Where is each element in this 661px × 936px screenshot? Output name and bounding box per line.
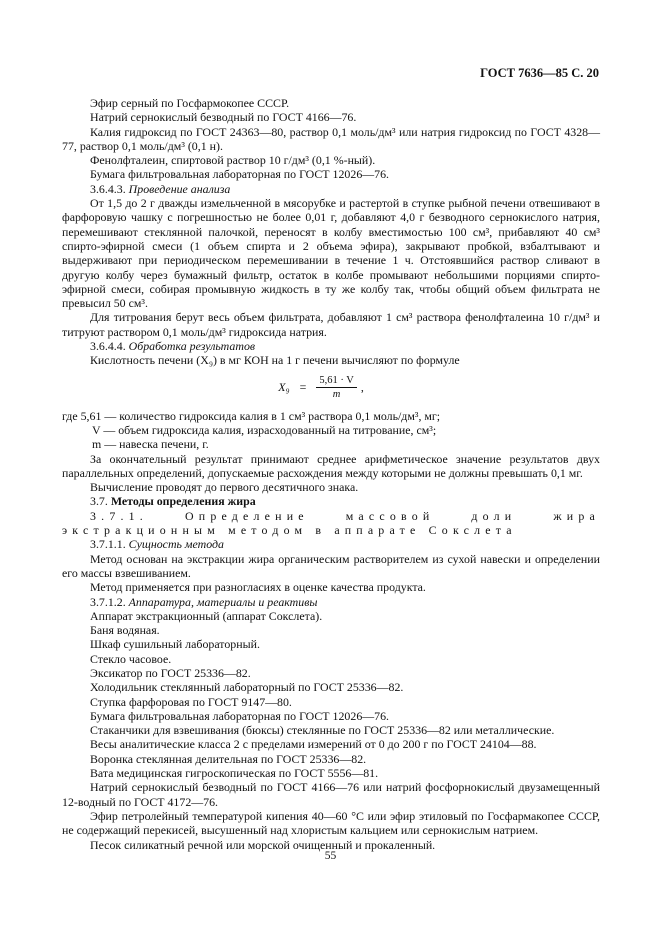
paragraph: Метод основан на экстракции жира органическим растворителем из сухой навески и определении его массы взвешиванием. <box>62 551 600 580</box>
paragraph: Калия гидроксид по ГОСТ 24363—80, раствор 0,1 моль/дм³ или натрия гидроксид по ГОСТ 4328—77, раствор 0,1 моль/дм³ (0,1 н). <box>62 124 600 153</box>
where-line: V — объем гидроксида калия, израсходованный на титрование, см³; <box>92 422 437 437</box>
paragraph: За окончательный результат принимают среднее арифметическое значение результатов двух параллельных определений, допускаемые расхождения между которыми не должны превышать 0,1 мг. <box>62 451 600 480</box>
section-title: Аппаратура, материалы и реактивы <box>128 594 318 609</box>
section-number: 3.7.1.1. <box>90 537 126 552</box>
section-heading-3-7 <box>62 494 600 508</box>
paragraph: Метод применяется при разногласиях в оценке качества продукта. <box>90 580 426 595</box>
formula-denominator: m <box>332 388 341 400</box>
list-item: Стекло часовое. <box>90 651 172 666</box>
list-item: Вата медицинская гигроскопическая по ГОСТ 5556—81. <box>90 766 379 781</box>
section-title: Обработка результатов <box>128 339 256 354</box>
list-item: Бумага фильтровальная лабораторная по ГОСТ 12026—76. <box>90 708 390 723</box>
list-item: Воронка стеклянная делительная по ГОСТ 25336—82. <box>90 751 367 766</box>
page-number: 55 <box>324 850 337 862</box>
page-header: ГОСТ 7636—85 С. 20 <box>480 66 599 80</box>
section-heading-3-7-1-2 <box>62 595 600 609</box>
list-item: Натрий сернокислый безводный по ГОСТ 4166—76 или натрий фосфорнокислый двузамещенный 12-водный по ГОСТ 4172—76. <box>62 780 600 809</box>
paragraph: Для титрования берут весь объем фильтрата, добавляют 1 см³ раствора фенолфталеина 10 г/дм³ и титруют раствором 0,1 моль/дм³ гидроксида натрия. <box>62 310 600 339</box>
section-title: Сущность метода <box>128 537 224 552</box>
list-item: Стаканчики для взвешивания (бюксы) стеклянные по ГОСТ 25336—82 или металлические. <box>90 723 555 738</box>
section-heading-3-6-4-3 <box>62 182 600 196</box>
section-heading-3-6-4-4 <box>62 339 600 353</box>
list-item: Холодильник стеклянный лабораторный по ГОСТ 25336—82. <box>90 680 404 695</box>
paragraph: Эфир серный по Госфармокопее СССР. <box>90 96 290 110</box>
formula-fraction <box>316 374 357 401</box>
section-heading-3-7-1: 3.7.1. Определение массовой доли жира экстракционным методом в аппарате Сокслета <box>62 508 600 538</box>
list-item: Шкаф сушильный лабораторный. <box>90 637 260 652</box>
formula-lhs: X₉ <box>278 379 290 394</box>
section-title: Проведение анализа <box>128 181 231 196</box>
list-item: Эфир петролейный температурой кипения 40—60 °С или эфир этиловый по Госфармакопее СССР, не содержащий перекисей, высушенный над хлористым кальцием или сернокислым натрием. <box>62 808 600 838</box>
section-number: 3.7. <box>90 494 108 509</box>
section-title: Методы определения жира <box>110 494 256 509</box>
list-item: Баня водяная. <box>90 623 160 638</box>
paragraph: Натрий сернокислый безводный по ГОСТ 4166—76. <box>90 110 357 125</box>
list-item: Аппарат экстракционный (аппарат Сокслета). <box>90 608 323 623</box>
section-number: 3.6.4.4. <box>90 339 126 354</box>
section-heading-3-7-1-1 <box>62 537 600 551</box>
list-item: Эксикатор по ГОСТ 25336—82. <box>90 665 251 680</box>
section-number: 3.7.1.2. <box>90 594 126 609</box>
list-item: Весы аналитические класса 2 с пределами измерений от 0 до 200 г по ГОСТ 24104—88. <box>90 737 537 752</box>
paragraph: От 1,5 до 2 г дважды измельченной в мясорубке и растертой в ступке рыбной печени отвешивают в фарфоровую чашку с погрешностью не более 0,01 г, добавляют 4,0 г безводного сернокислого натрия, перемешивают стеклянной палочкой, переносят в колбу вместимостью 100 см³, прибавляют 40 см³ спирто-эфирной смеси (1 объем спирта и 2 объема эфира), закрывают пробкой, взбалтывают и выдерживают при периодическом перемешивании в течение 1 ч. Отстоявшийся раствор сливают в другую колбу через бумажный фильтр, остаток в колбе промывают небольшими порциями спиртоэфирной смеси, собирая промывную жидкость в ту же колбу так, чтобы общий объем фильтрата не превысил 50 см³. <box>62 196 600 311</box>
formula-equals: = <box>299 379 307 394</box>
document-body <box>62 96 600 852</box>
where-line: m — навеска печени, г. <box>92 437 209 452</box>
where-line: где 5,61 — количество гидроксида калия в 1 см³ раствора 0,1 моль/дм³, мг; <box>62 408 441 423</box>
list-item: Ступка фарфоровая по ГОСТ 9147—80. <box>90 694 292 709</box>
list-item: Песок силикатный речной или морской очищенный и прокаленный. <box>90 837 436 852</box>
paragraph: Бумага фильтровальная лабораторная по ГОСТ 12026—76. <box>90 167 390 182</box>
formula-numerator: 5,61 · V <box>316 374 357 388</box>
formula <box>62 374 600 401</box>
paragraph: Вычисление проводят до первого десятичного знака. <box>90 480 359 495</box>
formula-comma: , <box>360 379 364 394</box>
paragraph: Кислотность печени (X₉) в мг КОН на 1 г печени вычисляют по формуле <box>90 353 460 368</box>
paragraph: Фенолфталеин, спиртовой раствор 10 г/дм³ (0,1 %-ный). <box>90 153 376 168</box>
section-number: 3.6.4.3. <box>90 181 126 196</box>
